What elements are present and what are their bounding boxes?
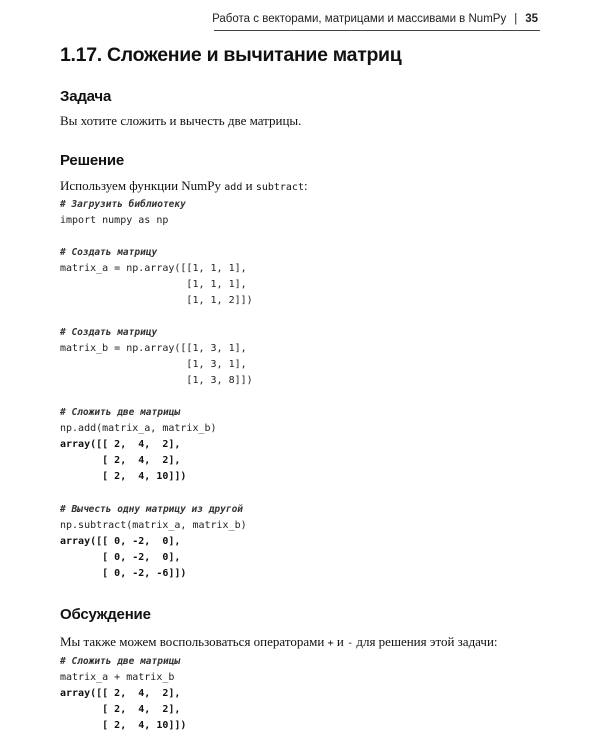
code-line: [1, 3, 1], xyxy=(60,359,247,370)
code-block-add xyxy=(60,405,217,485)
page-number: 35 xyxy=(525,13,538,25)
discussion-text-end: для решения этой задачи: xyxy=(353,634,498,649)
discussion-text xyxy=(60,634,498,650)
code-comment: # Создать матрицу xyxy=(60,327,158,338)
code-output-line: array([[ 2, 4, 2], xyxy=(60,688,181,699)
code-line: [1, 1, 2]]) xyxy=(60,295,253,306)
code-block-subtract xyxy=(60,502,247,582)
task-heading: Задача xyxy=(60,88,112,105)
header-separator: | xyxy=(514,13,518,25)
solution-intro-text: Используем функции NumPy xyxy=(60,178,225,193)
section-title: 1.17. Сложение и вычитание матриц xyxy=(60,44,402,66)
code-output-line: [ 2, 4, 10]]) xyxy=(60,720,187,731)
code-line: matrix_a = np.array([[1, 1, 1], xyxy=(60,263,247,274)
code-term-plus: + xyxy=(327,638,334,649)
code-output-line: [ 0, -2, 0], xyxy=(60,552,181,563)
code-line: np.subtract(matrix_a, matrix_b) xyxy=(60,520,247,531)
code-line: matrix_b = np.array([[1, 3, 1], xyxy=(60,343,247,354)
solution-intro-and: и xyxy=(242,178,256,193)
code-comment: # Создать матрицу xyxy=(60,247,158,258)
code-block-import xyxy=(60,197,186,229)
solution-intro xyxy=(60,178,308,194)
discussion-heading: Обсуждение xyxy=(60,606,151,623)
code-block-matrix-b xyxy=(60,325,253,389)
solution-heading: Решение xyxy=(60,152,125,169)
code-block-matrix-a xyxy=(60,245,253,309)
code-comment: # Сложить две матрицы xyxy=(60,407,181,418)
running-header xyxy=(0,13,538,25)
code-line: matrix_a + matrix_b xyxy=(60,672,175,683)
code-output-line: array([[ 0, -2, 0], xyxy=(60,536,181,547)
code-line: import numpy as np xyxy=(60,215,169,226)
code-output-line: array([[ 2, 4, 2], xyxy=(60,439,181,450)
discussion-text-and: и xyxy=(333,634,348,649)
code-comment: # Вычесть одну матрицу из другой xyxy=(60,504,244,515)
solution-intro-colon: : xyxy=(303,178,308,193)
header-rule xyxy=(214,30,540,31)
code-term-add: add xyxy=(224,182,243,193)
code-term-minus: - xyxy=(347,638,354,649)
code-output-line: [ 2, 4, 10]]) xyxy=(60,471,187,482)
code-comment: # Сложить две матрицы xyxy=(60,656,181,667)
code-line: np.add(matrix_a, matrix_b) xyxy=(60,423,217,434)
discussion-text-start: Мы также можем воспользоваться операторами xyxy=(60,634,328,649)
code-output-line: [ 0, -2, -6]]) xyxy=(60,568,187,579)
running-title: Работа с векторами, матрицами и массивами в NumPy xyxy=(212,13,507,25)
code-line: [1, 3, 8]]) xyxy=(60,375,253,386)
code-output-line: [ 2, 4, 2], xyxy=(60,455,181,466)
code-term-subtract: subtract xyxy=(255,182,304,193)
code-block-operator-add xyxy=(60,654,186,734)
code-line: [1, 1, 1], xyxy=(60,279,247,290)
code-output-line: [ 2, 4, 2], xyxy=(60,704,181,715)
code-comment: # Загрузить библиотеку xyxy=(60,199,186,210)
task-text: Вы хотите сложить и вычесть две матрицы. xyxy=(60,113,302,128)
